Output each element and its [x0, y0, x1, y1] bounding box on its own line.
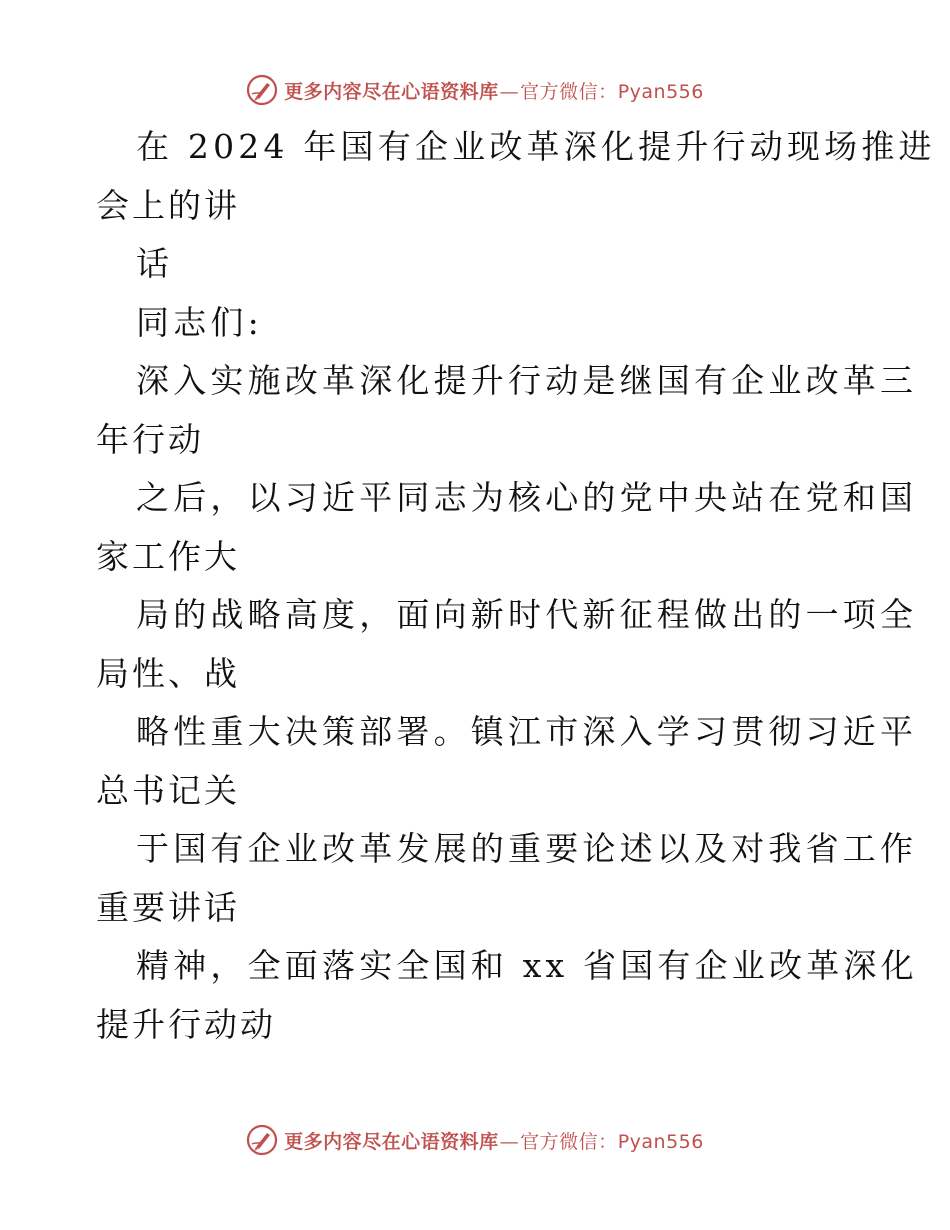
header-watermark — [0, 70, 950, 110]
watermark-sub-text: 官方微信： — [520, 80, 618, 103]
salutation-line: 同志们: — [136, 302, 263, 342]
title-line: 话 — [136, 244, 174, 283]
watermark-dash: — — [499, 1130, 520, 1153]
paragraph-line: 深入实施改革深化提升行动是继国有企业改革三 — [136, 361, 918, 400]
watermark-dash: — — [499, 80, 520, 103]
watermark-handle: Pyan556 — [617, 80, 704, 103]
paragraph-line: 重要讲话 — [96, 887, 240, 927]
paragraph-line: 年行动 — [96, 419, 204, 459]
title-line: 会上的讲 — [96, 185, 240, 225]
title-line: 在 2024 年国有企业改革深化提升行动现场推进 — [136, 127, 936, 166]
quill-pen-icon — [246, 1124, 278, 1156]
document-body — [96, 118, 936, 1054]
quill-pen-icon — [246, 74, 278, 106]
paragraph-line: 之后，以习近平同志为核心的党中央站在党和国 — [136, 478, 918, 517]
paragraph-line: 局的战略高度，面向新时代新征程做出的一项全 — [136, 595, 918, 634]
footer-watermark — [0, 1120, 950, 1160]
paragraph-line: 总书记关 — [96, 770, 240, 810]
paragraph-line: 提升行动动 — [96, 1004, 276, 1044]
paragraph-line: 于国有企业改革发展的重要论述以及对我省工作 — [136, 829, 918, 868]
paragraph-line: 精神，全面落实全国和 xx 省国有企业改革深化 — [136, 946, 918, 985]
watermark-handle: Pyan556 — [617, 1130, 704, 1153]
paragraph-line: 家工作大 — [96, 536, 240, 576]
paragraph-line: 略性重大决策部署。镇江市深入学习贯彻习近平 — [136, 712, 918, 751]
paragraph-line: 局性、战 — [96, 653, 240, 693]
watermark-main-text: 更多内容尽在心语资料库 — [284, 1130, 499, 1153]
watermark-main-text: 更多内容尽在心语资料库 — [284, 80, 499, 103]
watermark-sub-text: 官方微信： — [520, 1130, 618, 1153]
